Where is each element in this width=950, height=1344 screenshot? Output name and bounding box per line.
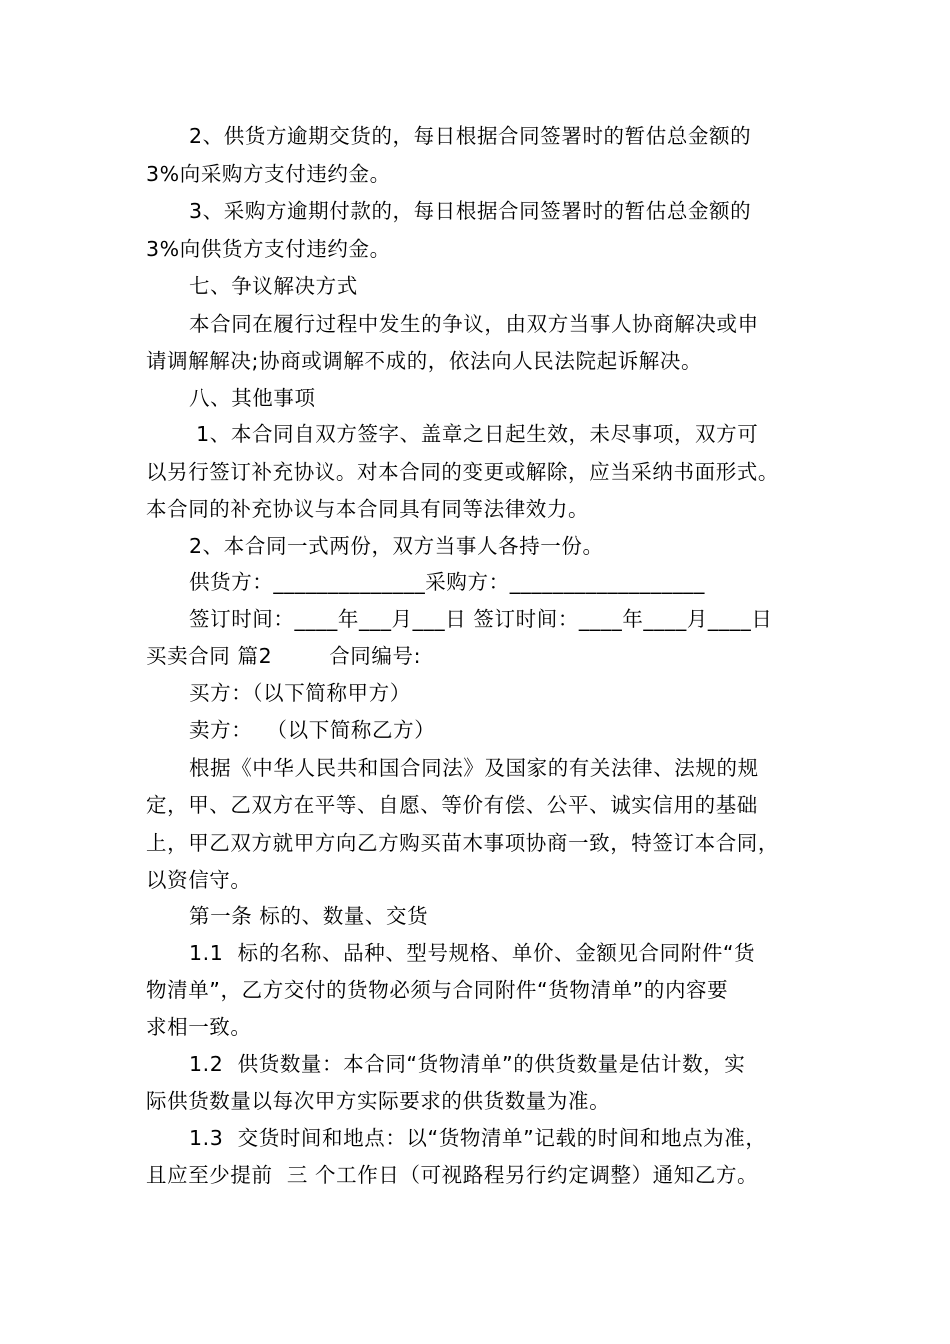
paragraph-line: 3%向供货方支付违约金。: [146, 237, 391, 261]
paragraph-line: 定，甲、乙双方在平等、自愿、等价有偿、公平、诚实信用的基础: [146, 793, 758, 817]
paragraph-line: 本合同的补充协议与本合同具有同等法律效力。: [146, 497, 590, 521]
clause-line: 且应至少提前 三 个工作日（可视路程另行约定调整）通知乙方。: [146, 1163, 759, 1187]
paragraph-line: 1、本合同自双方签字、盖章之日起生效，未尽事项，双方可: [189, 422, 759, 446]
contract-title-line: 买卖合同 篇2 合同编号:: [146, 644, 422, 668]
paragraph-line: 以另行签订补充协议。对本合同的变更或解除，应当采纳书面形式。: [146, 460, 779, 484]
section-heading: 八、其他事项: [189, 386, 316, 410]
clause-line: 1.1 标的名称、品种、型号规格、单价、金额见合同附件“货: [189, 941, 756, 965]
section-heading: 七、争议解决方式: [189, 274, 358, 298]
clause-line: 际供货数量以每次甲方实际要求的供货数量为准。: [146, 1089, 611, 1113]
signature-line: 供货方：______________采购方：__________________: [189, 570, 705, 594]
seller-line: 卖方： （以下简称乙方）: [189, 718, 436, 742]
clause-line: 1.2 供货数量：本合同“货物清单”的供货数量是估计数，实: [189, 1052, 746, 1076]
paragraph-line: 本合同在履行过程中发生的争议，由双方当事人协商解决或申: [189, 312, 759, 336]
paragraph-line: 根据《中华人民共和国合同法》及国家的有关法律、法规的规: [189, 756, 759, 780]
paragraph-line: 请调解解决;协商或调解不成的，依法向人民法院起诉解决。: [146, 349, 703, 373]
signing-date-line: 签订时间：____年___月___日 签订时间：____年____月____日: [189, 607, 773, 631]
clause-line: 1.3 交货时间和地点：以“货物清单”记载的时间和地点为准，: [189, 1126, 767, 1150]
paragraph-line: 2、本合同一式两份，双方当事人各持一份。: [189, 534, 604, 558]
clause-line: 物清单”，乙方交付的货物必须与合同附件“货物清单”的内容要: [146, 978, 729, 1002]
clause-line: 求相一致。: [146, 1015, 252, 1039]
article-heading: 第一条 标的、数量、交货: [189, 904, 429, 928]
paragraph-line: 3、采购方逾期付款的，每日根据合同签署时的暂估总金额的: [189, 199, 752, 223]
paragraph-line: 上，甲乙双方就甲方向乙方购买苗木事项协商一致，特签订本合同，: [146, 831, 779, 855]
paragraph-line: 2、供货方逾期交货的，每日根据合同签署时的暂估总金额的: [189, 124, 752, 148]
buyer-line: 买方：（以下简称甲方）: [189, 681, 411, 705]
paragraph-line: 3%向采购方支付违约金。: [146, 162, 391, 186]
paragraph-line: 以资信守。: [146, 868, 252, 892]
